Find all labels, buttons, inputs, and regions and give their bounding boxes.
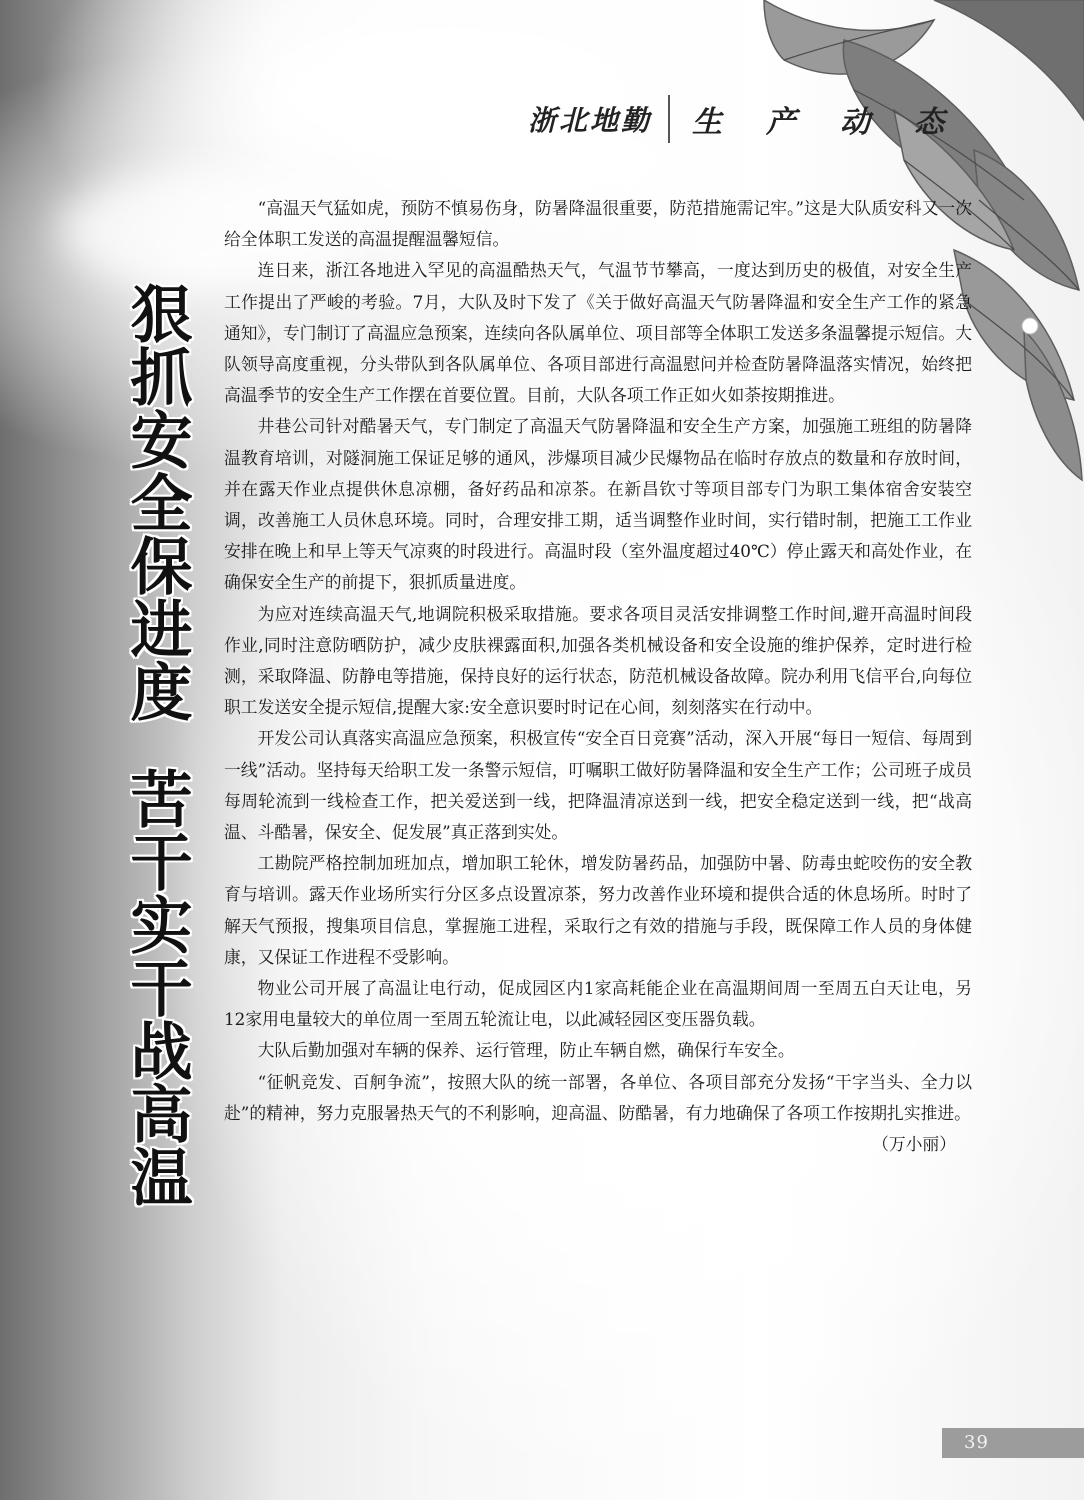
header-divider: [668, 95, 670, 143]
paragraph: 连日来，浙江各地进入罕见的高温酷热天气，气温节节攀高，一度达到历史的极值，对安全生产工作提出了严峻的考验。7月，大队及时下发了《关于做好高温天气防暑降温和安全生产工作的紧急通知》，专门制订了高温应急预案，连续向各队属单位、项目部等全体职工发送多条温馨提示短信。大队领导高度重视，分头带队到各队属单位、各项目部进行高温慰问并检查防暑降温落实情况，始终把高温季节的安全生产工作摆在首要位置。目前，大队各项工作正如火如荼按期推进。: [224, 260, 972, 406]
author-byline: （万小丽）: [872, 1134, 956, 1155]
paragraph: “高温天气猛如虎，预防不慎易伤身，防暑降温很重要，防范措施需记牢。”这是大队质安科又一次给全体职工发送的高温提醒温馨短信。: [224, 198, 972, 250]
paragraph: 开发公司认真落实高温应急预案，积极宣传“安全百日竞赛”活动，深入开展“每日一短信、每周到一线”活动。坚持每天给职工发一条警示短信，叮嘱职工做好防暑降温和安全生产工作；公司班子成员每周轮流到一线检查工作，把关爱送到一线，把降温清凉送到一线，把安全稳定送到一线，把“战高温、斗酷暑，保安全、促发展”真正落到实处。: [224, 728, 972, 843]
article-title-part1: 狠抓安全保进度: [120, 282, 193, 723]
section-name: 生产动态: [692, 105, 989, 140]
paragraph: 大队后勤加强对车辆的保养、运行管理，防止车辆自燃，确保行车安全。: [257, 1040, 795, 1061]
page-header: [528, 96, 988, 142]
paragraph-last: [224, 1067, 972, 1155]
article-title: [114, 282, 194, 1208]
paragraph: 井巷公司针对酷暑天气，专门制定了高温天气防暑降温和安全生产方案，加强施工班组的防暑降温教育培训，对隧洞施工保证足够的通风，涉爆项目减少民爆物品在临时存放点的数量和存放时间，并在露天作业点提供休息凉棚，备好药品和凉茶。在新昌钦寸等项目部专门为职工集体宿舍安装空调，改善施工人员休息环境。同时，合理安排工期，适当调整作业时间，实行错时制，把施工工作业安排在晚上和早上等天气凉爽的时段进行。高温时段（室外温度超过40℃）停止露天和高处作业，在确保安全生产的前提下，狠抓质量进度。: [224, 416, 972, 593]
paragraph: 为应对连续高温天气,地调院积极采取措施。要求各项目灵活安排调整工作时间,避开高温时间段作业,同时注意防晒防护，减少皮肤裸露面积,加强各类机械设备和安全设施的维护保养，定时进行检测，采取降温、防静电等措施，保持良好的运行状态，防范机械设备故障。院办利用飞信平台,向每位职工发送安全提示短信,提醒大家:安全意识要时时记在心间，刻刻落实在行动中。: [224, 603, 972, 718]
article-body: [224, 193, 972, 1160]
page-number: 39: [942, 1428, 1084, 1458]
paragraph-last-text: “征帆竞发、百舸争流”，按照大队的统一部署，各单位、各项目部充分发扬“干字当头、全力以赴”的精神，努力克服暑热天气的不利影响，迎高温、防酷暑，有力地确保了各项工作按期扎实推进。: [224, 1071, 972, 1123]
paragraph: 工勘院严格控制加班加点，增加职工轮休，增发防暑药品，加强防中暑、防毒虫蛇咬伤的安全教育与培训。露天作业场所实行分区多点设置凉茶，努力改善作业环境和提供合适的休息场所。时时了解天气预报，搜集项目信息，掌握施工进程，采取行之有效的措施与手段，既保障工作人员的身体健康，又保证工作进程不受影响。: [224, 853, 972, 967]
brand-name: 浙北地勤: [528, 104, 653, 137]
article-title-part2: 苦干实干战高温: [120, 767, 193, 1208]
paragraph: 物业公司开展了高温让电行动，促成园区内1家高耗能企业在高温期间周一至周五白天让电，另12家用电量较大的单位周一至周五轮流让电，以此减轻园区变压器负载。: [224, 978, 972, 1030]
